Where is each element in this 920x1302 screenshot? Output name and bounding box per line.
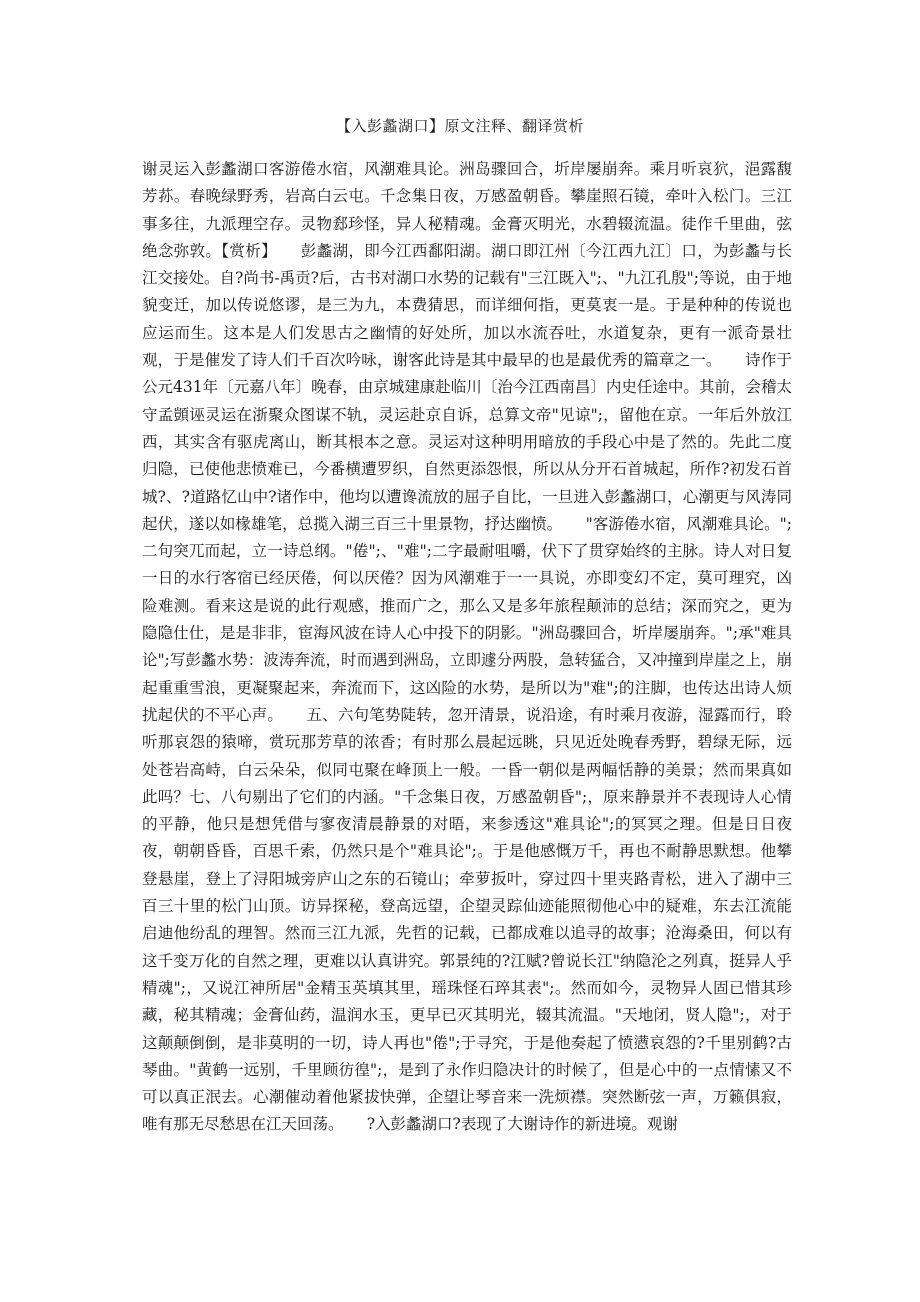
document-title: 【入彭蠡湖口】原文注释、翻译赏析 — [335, 117, 584, 135]
document-body: 谢灵运入彭蠡湖口客游倦水宿，风潮难具论。洲岛骤回合，圻岸屡崩奔。乘月听哀狖，浥露馥芳荪。春晚绿野秀，岩高白云屯。千念集日夜，万感盈朝昏。攀崖照石镜，牵叶入松门。三江事多往，九派理空存。灵物郄珍怪，异人秘精魂。金膏灭明光，水碧辍流温。徒作千里曲，弦绝念弥敦。【赏析】 彭蠡湖，即今江西鄱阳湖。湖口即江州〔今江西九江〕口，为彭蠡与长江交接处。自?尚书-禹贡?后，古书对湖口水势的记载有"三江既入";、"九江孔殷";等说，由于地貌变迁，加以传说悠谬，是三为九，本费猜思，而详细何指，更莫衷一是。于是种种的传说也应运而生。这本是人们发思古之幽情的好处所，加以水流吞吐，水道复杂，更有一派奇景壮观，于是催发了诗人们千百次吟咏，谢客此诗是其中最早的也是最优秀的篇章之一。 诗作于公元431年〔元嘉八年〕晚春，由京城建康赴临川〔治今江西南昌〕内史任途中。其前，会稽太守孟顗诬灵运在浙聚众图谋不轨，灵运赴京自诉，总算文帝"见谅";，留他在京。一年后外放江西，其实含有驱虎离山，断其根本之意。灵运对这种明用暗放的手段心中是了然的。先此二度归隐，已使他悲愤难已，今番横遭罗织，自然更添怨恨，所以从分开石首城起，所作?初发石首城?、?道路忆山中?诸作中，他均以遭谗流放的屈子自比，一旦进入彭蠡湖口，心潮更与风涛同起伏，遂以如椽雄笔，总揽入湖三百三十里景物，抒达幽愤。 "客游倦水宿，风潮难具论。";二句突兀而起，立一诗总纲。"倦";、"难";二字最耐咀嚼，伏下了贯穿始终的主脉。诗人对日复一日的水行客宿已经厌倦，何以厌倦？因为风潮难于一一具说，亦即变幻不定，莫可理究，凶险难测。看来这是说的此行观感，推而广之，那么又是多年旅程颠沛的总结；深而究之，更为隐隐仕仕，是是非非，宦海风波在诗人心中投下的阴影。"洲岛骤回合，圻岸屡崩奔。";承"难具论";写彭蠡水势：波涛奔流，时而遇到洲岛，立即遽分两股，急转猛合，又冲撞到岸崖之上，崩起重重雪浪，更凝聚起来，奔流而下，这凶险的水势，是所以为"难";的注脚，也传达出诗人烦扰起伏的不平心声。 五、六句笔势陡转，忽开清景，说沿途，有时乘月夜游，湿露而行，聆听那哀怨的猿啼，赏玩那芳草的浓香；有时那么晨起远眺，只见近处晚春秀野，碧绿无际，远处苍岩高峙，白云朵朵，似同屯聚在峰顶上一般。一昏一朝似是两幅恬静的美景；然而果真如此吗？七、八句剔出了它们的内涵。"千念集日夜，万感盈朝昏";，原来静景并不表现诗人心情的平静，他只是想凭借与寥夜清晨静景的对晤，来参透这"难具论";的冥冥之理。但是日日夜夜，朝朝昏昏，百思千索，仍然只是个"难具论";。于是他感慨万千，再也不耐静思默想。他攀登悬崖，登上了浔阳城旁庐山之东的石镜山；牵萝扳叶，穿过四十里夹路青松，进入了湖中三百三十里的松门山顶。访异探秘，登高远望，企望灵踪仙迹能照彻他心中的疑难，东去江流能启迪他纷乱的理智。然而三江九派，先哲的记载，已都成难以追寻的故事；沧海桑田，何以有这千变万化的自然之理，更难以认真讲究。郭景纯的?江赋?曾说长江"纳隐沦之列真，挺异人乎精魂";，又说江神所居"金精玉英填其里，瑶珠怪石琗其表";。然而如今，灵物异人固已惜其珍藏，秘其精魂；金膏仙药，温润水玉，更早已灭其明光，辍其流温。"天地闭，贤人隐";，对于这颠颠倒倒，是非莫明的一切，诗人再也"倦";于寻究，于是他奏起了愤懑哀怨的?千里别鹤?古琴曲。"黄鹤一远别，千里顾彷徨";，是到了永作归隐决计的时候了，但是心中的一点情愫又不可以真正泯去。心潮催动着他紧拔快弹，企望让琴音来一洗烦襟。突然断弦一声，万籁俱寂，唯有那无尽愁思在江天回荡。 ?入彭蠡湖口?表现了大谢诗作的新进境。观谢 — [142, 160, 792, 1134]
